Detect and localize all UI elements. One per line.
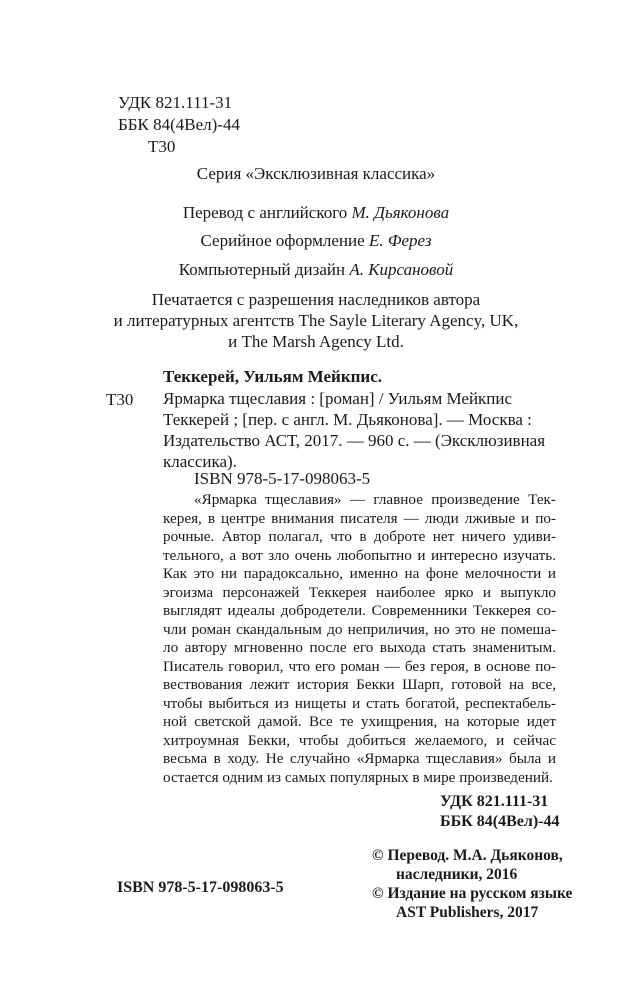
annotation-line: вествования лежит история Бекки Шарп, готовой на все, [163,676,556,693]
annotation-line: «Ярмарка тщеславия» — главное произведение Тек- [194,491,556,508]
bibliographic-description [163,388,556,472]
annotation-line: выглядят идеалы добродетели. Современники Теккерея со- [163,602,556,619]
author-mark: Т30 [148,137,176,156]
annotation-line: чли роман скандальным до неприличия, но это не помеша- [163,620,556,638]
design-credit [0,231,632,251]
annotation-line: керея, в центре внимания писателя — люди лживые и по- [163,509,556,527]
copyright-line: © Перевод. М.А. Дьяконов, [372,847,563,864]
translator-name: М. Дьяконова [351,203,450,222]
copyright-block [372,846,572,922]
udk-code: УДК 821.111-31 [118,93,233,112]
rights-line: и литературных агентств The Sayle Literary Agency, UK, [113,311,519,330]
udk-code-bottom: УДК 821.111-31 [440,793,549,810]
series-title: Серия «Эксклюзивная классика» [196,164,436,183]
copyright-line: AST Publishers, 2017 [396,904,539,921]
annotation-line: рочные. Автор полагал, что в доброте нет ничего удиви- [163,528,556,545]
author-heading: Теккерей, Уильям Мейкпис. [163,367,383,386]
classification-codes-top [118,92,240,158]
author-mark-left: Т30 [106,390,134,409]
rights-line: и The Marsh Agency Ltd. [228,332,404,351]
bib-line: Издательство АСТ, 2017. — 960 с. — (Эксклюзивная [163,431,546,450]
annotation-line: чтобы выбиться из нищеты и стать богатой, респектабель- [163,694,556,712]
translation-credit [0,203,632,223]
isbn-bottom: ISBN 978-5-17-098063-5 [117,879,284,896]
computer-design-label: Компьютерный дизайн [178,260,350,279]
annotation-line: Писатель говорил, что его роман — без героя, в основе по- [163,657,556,675]
design-label: Серийное оформление [200,231,369,250]
computer-design-credit [0,260,632,280]
bib-line: Теккерей ; [пер. с англ. М. Дьяконова]. — Москва : [163,410,532,429]
annotation-line: эгоизма персонажей Теккерея наиболее ярко и выпукло [163,583,556,601]
rights-line: Печатается с разрешения наследников автора [151,290,481,309]
bbk-code: ББК 84(4Вел)-44 [118,115,240,134]
annotation-line: ной светской дамой. Все те ухищрения, на которые идет [163,713,556,730]
bbk-code-bottom: ББК 84(4Вел)-44 [440,813,560,830]
translation-label: Перевод с английского [182,203,352,222]
annotation-line: весьма в ходу. Не случайно «Ярмарка тщеславия» была и [163,750,556,767]
isbn-middle: ISBN 978-5-17-098063-5 [194,469,371,488]
bib-line: классика). [163,452,237,471]
bib-line: Ярмарка тщеславия : [роман] / Уильям Мейкпис [163,389,513,408]
annotation-line: хитроумная Бекки, чтобы добиться желаемого, и сейчас [163,731,556,749]
annotation-line: тельного, а вот зло очень любопытно и интересно изучать. [163,546,556,564]
annotation [163,491,556,787]
annotation-line: Как это ни парадоксально, именно на фоне мелочности и [163,565,556,582]
classification-codes-bottom [440,792,560,832]
rights-notice [0,289,632,352]
annotation-line: остается одним из самых популярных в мире произведений. [163,768,553,786]
copyright-line: © Издание на русском языке [372,885,573,902]
copyright-line: наследники, 2016 [396,866,518,883]
designer-name: Е. Ферез [368,231,432,250]
computer-designer-name: А. Кирсановой [349,260,454,279]
annotation-line: ло автору мгновенно после его выхода стать знаменитым. [163,639,556,656]
